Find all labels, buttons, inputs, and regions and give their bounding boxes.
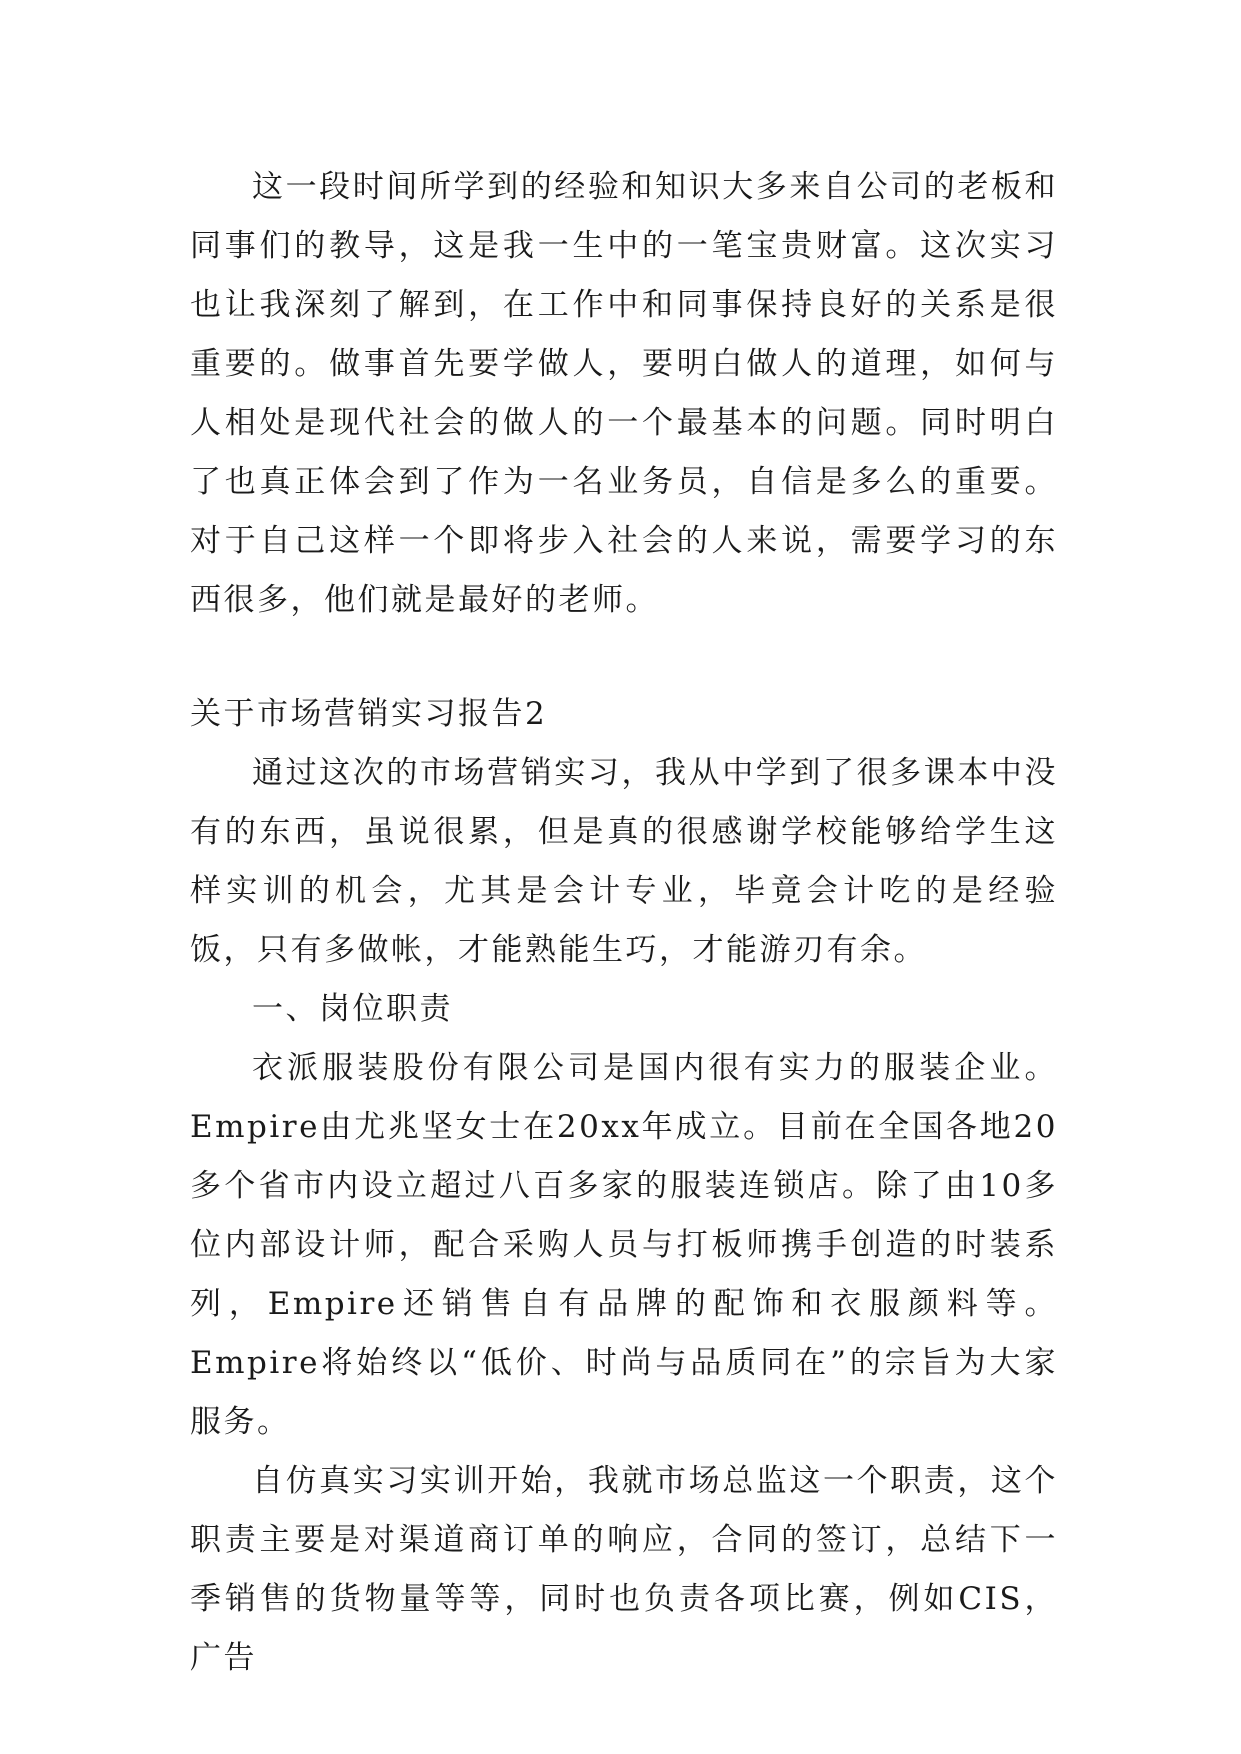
paragraph-2: 通过这次的市场营销实习，我从中学到了很多课本中没有的东西，虽说很累，但是真的很感谢学校能够给学生这样实训的机会，尤其是会计专业，毕竟会计吃的是经验饭，只有多做帐，才能熟能生巧，才能游刃有余。	[190, 755, 1058, 968]
text-block-top	[190, 158, 1058, 630]
paragraph-3: 衣派服装股份有限公司是国内很有实力的服装企业。Empire由尤兆坚女士在20xx年成立。目前在全国各地20多个省市内设立超过八百多家的服装连锁店。除了由10多位内部设计师，配合采购人员与打板师携手创造的时装系列，Empire还销售自有品牌的配饰和衣服颜料等。Empire将始终以“低价、时尚与品质同在”的宗旨为大家服务。	[190, 1050, 1058, 1440]
paragraph-1: 这一段时间所学到的经验和知识大多来自公司的老板和同事们的教导，这是我一生中的一笔宝贵财富。这次实习也让我深刻了解到，在工作中和同事保持良好的关系是很重要的。做事首先要学做人，要明白做人的道理，如何与人相处是现代社会的做人的一个最基本的问题。同时明白了也真正体会到了作为一名业务员，自信是多么的重要。对于自己这样一个即将步入社会的人来说，需要学习的东西很多，他们就是最好的老师。	[190, 169, 1058, 618]
section-title: 关于市场营销实习报告2	[190, 696, 548, 732]
text-block-report-2	[190, 685, 1058, 1688]
subsection-title: 一、岗位职责	[252, 991, 453, 1027]
paragraph-4: 自仿真实习实训开始，我就市场总监这一个职责，这个职责主要是对渠道商订单的响应，合同的签订，总结下一季销售的货物量等等，同时也负责各项比赛，例如CIS，广告	[190, 1463, 1058, 1676]
